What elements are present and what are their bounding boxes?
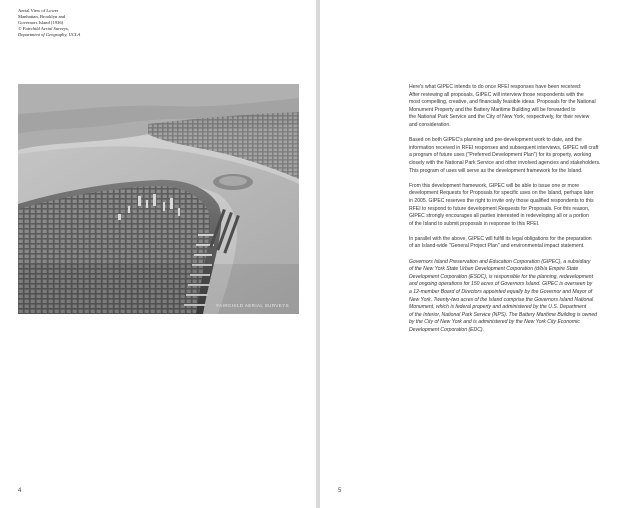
text-line: the National Park Service and the City of New York, respectively, for their review: [409, 114, 590, 121]
caption-credit-line2: Department of Geography, UCLA: [18, 32, 81, 37]
text-line: New York. Twenty-two acres of the Island comprise the Governors Island National: [409, 296, 594, 303]
text-line: information received in RFEI responses and subsequent interviews, GIPEC will craft: [409, 144, 599, 151]
page-number-left: 4: [18, 488, 22, 494]
aerial-photo-image: [18, 84, 299, 314]
text-line: After reviewing all proposals, GIPEC will interview those respondents with the: [409, 91, 584, 98]
text-line: most compelling, creative, and financially feasible ideas. Proposals for the National: [409, 99, 596, 106]
aerial-photo: [18, 84, 299, 314]
text-line: and ongoing operations for 150 acres of Governors Island. GIPEC is overseen by: [409, 281, 593, 288]
caption-line: Aerial View of Lower: [18, 8, 59, 13]
text-line: of an Island-wide "General Project Plan" and environmental impact statement.: [409, 243, 585, 250]
page-number-right: 5: [338, 488, 342, 494]
text-line: Based on both GIPEC's planning and pre-development work to date, and the: [409, 137, 582, 144]
text-line: Monument, which is federal property and administered by the U.S. Department: [409, 304, 587, 311]
body-paragraph: [409, 183, 621, 229]
left-page: [0, 0, 316, 508]
body-paragraph: [409, 84, 621, 130]
text-line: a program of future uses ("Preferred Development Plan") for its property, working: [409, 152, 592, 159]
text-line: Governors Island Preservation and Education Corporation (GIPEC), a subsidiary: [409, 258, 591, 265]
text-line: a 12-member Board of Directors appointed equally by the Governor and Mayor of: [409, 289, 593, 296]
text-line: in 2005. GIPEC reserves the right to invite only those qualified respondents to this: [409, 197, 594, 204]
text-line: Development Corporation (EDC).: [409, 327, 485, 333]
text-line: by the City of New York and is administered by the New York City Economic: [409, 319, 580, 326]
text-line: This program of uses will serve as the development framework for the Island.: [409, 167, 583, 174]
text-line: RFEI to respond to future development Requests for Proposals. For this reason,: [409, 205, 590, 212]
text-line: Development Corporation (ESDC), is responsible for the planning, redevelopment: [409, 273, 594, 280]
text-line: Monument Property and the Battery Maritime Building will be forwarded to: [409, 106, 576, 113]
photo-caption: [18, 8, 138, 38]
caption-credit: © Fairchild Aerial Surveys,: [18, 26, 69, 31]
right-page: [320, 0, 638, 508]
photo-watermark: FAIRCHILD AERIAL SURVEYS: [216, 303, 289, 308]
body-text: [409, 84, 621, 342]
body-paragraph: [409, 236, 621, 251]
body-paragraph: [409, 137, 621, 175]
text-line: of the Interior, National Park Service (NPS). The Battery Maritime Building is owned: [409, 311, 597, 318]
text-line: In parallel with the above, GIPEC will fulfill its legal obligations for the preparation: [409, 235, 592, 242]
text-line: closely with the National Park Service and other involved agencies and stakeholders.: [409, 159, 601, 166]
caption-line: Governors Island (1936): [18, 20, 64, 25]
caption-line: Manhattan, Brooklyn and: [18, 14, 66, 19]
text-line: of the New York State Urban Development Corporation (d/b/a Empire State: [409, 266, 579, 273]
text-line: Here's what GIPEC intends to do once RFEI responses have been received:: [409, 84, 582, 90]
text-line: From this development framework, GIPEC will be able to issue one or more: [409, 182, 580, 189]
body-paragraph: [409, 259, 621, 335]
text-line: GIPEC strongly encourages all parties interested in redeveloping all or a portion: [409, 213, 589, 220]
text-line: of the Island to submit proposals in response to this RFEI.: [409, 220, 540, 227]
text-line: development Requests for Proposals for specific uses on the Island, perhaps later: [409, 190, 594, 197]
text-line: and consideration.: [409, 121, 451, 128]
